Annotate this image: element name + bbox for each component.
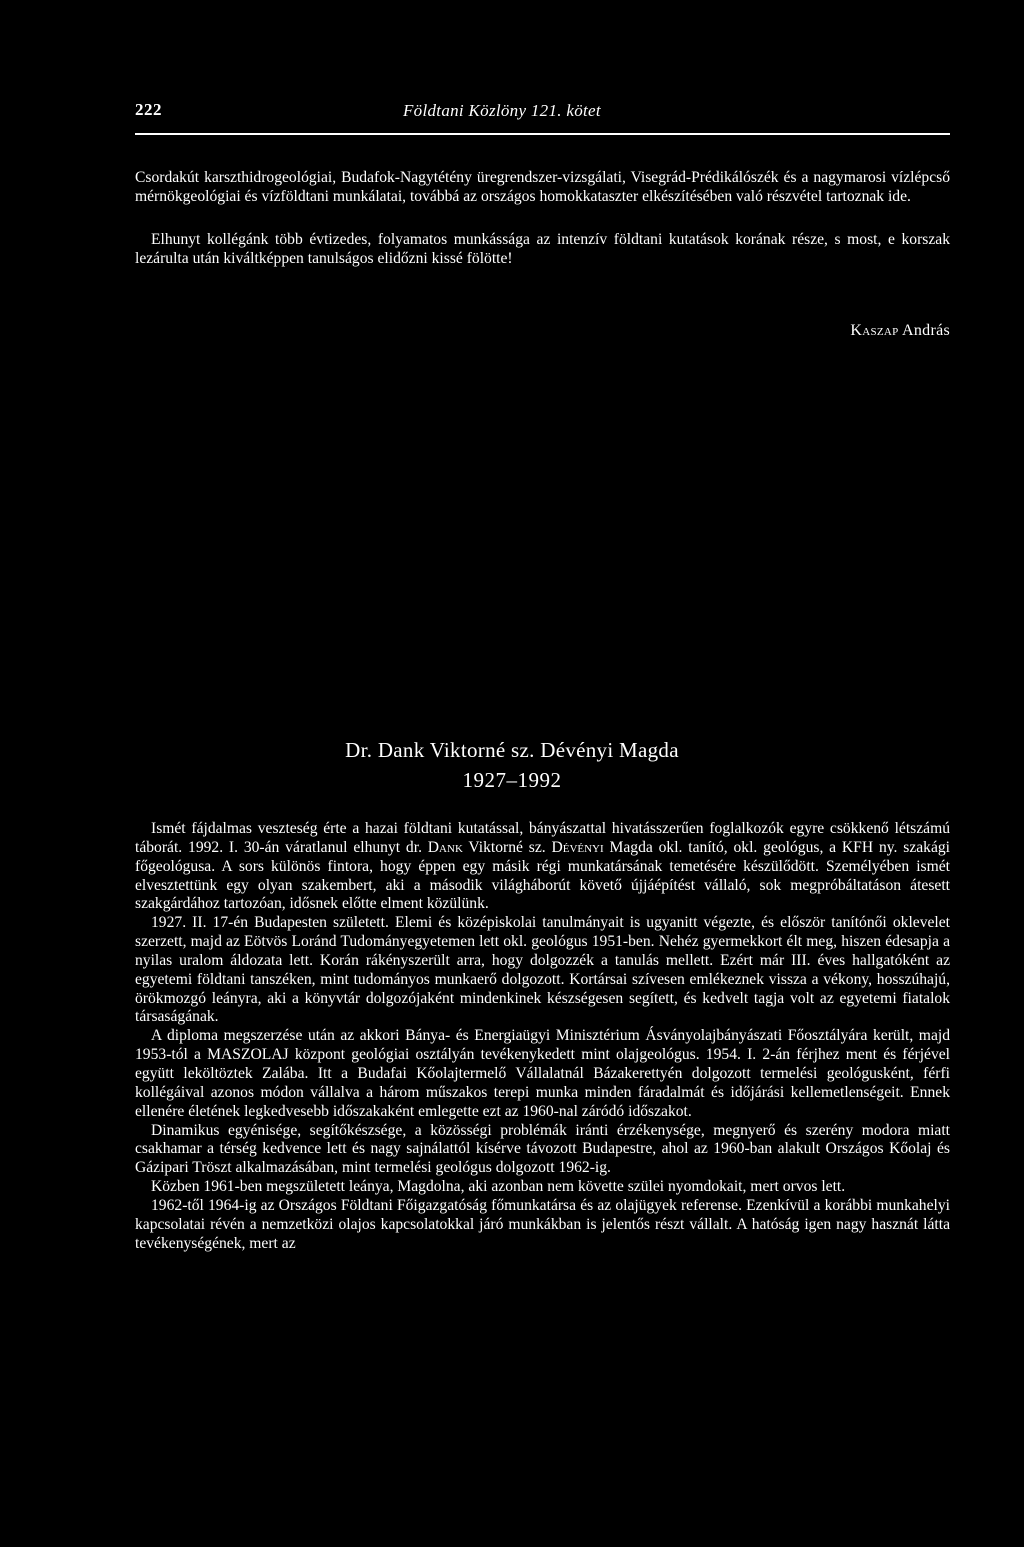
- page-header: [135, 100, 950, 124]
- author-given-name: András: [901, 322, 950, 339]
- header-rule: [135, 133, 950, 135]
- page-number: 222: [135, 100, 162, 119]
- obituary-paragraph-5: Közben 1961-ben megszületett leánya, Magdolna, aki azonban nem követte szülei nyomdokait, mert orvos lett.: [151, 1178, 846, 1196]
- p1-text-a: Ismét fájdalmas veszteség érte a hazai földtani kutatással, bányászattal hivatásszerűen foglalkozók egyre csökkenő létszámú táborát. 1992. I. 30-án váratlanul elhunyt dr.: [135, 820, 950, 856]
- p1-name-dank: Dank: [427, 838, 463, 856]
- obituary-body: [135, 820, 950, 1253]
- obituary-paragraph-4: Dinamikus egyénisége, segítőkészsége, a közösségi problémák iránti érzékenysége, megnyerő és szerény modora miatt csakhamar a térség kedvence lett és nagy sajnálattól kísérve távozott Budapestre, ahol az 1960-ban alakult Országos Kőolaj és Gázipari Tröszt alkalmazásában, mint termelési geológus dolgozott 1962-ig.: [135, 1121, 950, 1177]
- intro-paragraph-1: Csordakút karszthidrogeológiai, Budafok-Nagytétény üregrendszer-vizsgálati, Visegrád-Prédikálószék és a nagymarosi vízlépcső mérnökgeológiai és vízföldtani munkálatai, továbbá az országos homokkataszter elkészítésében való részvétel tartoznak ide.: [135, 169, 950, 206]
- p1-text-b: Viktorné sz.: [462, 838, 552, 856]
- intro-paragraph-2: Elhunyt kollégánk több évtizedes, folyamatos munkássága az intenzív földtani kutatások korának része, s most, e korszak lezárulta után kiváltképpen tanulságos elidőzni kissé fölötte!: [135, 231, 950, 268]
- journal-title: Földtani Közlöny 121. kötet: [403, 101, 601, 120]
- obituary-paragraph-6: 1962-től 1964-ig az Országos Földtani Főigazgatóság főmunkatársa és az olajügyek referense. Ezenkívül a korábbi munkahelyi kapcsolatai révén a nemzetközi olajos kapcsolatokkal járó munkákban is jelentős részt vállalt. A hatóság igen nagy hasznát látta tevékenységének, mert az: [135, 1196, 950, 1252]
- p1-name-devenyi: Dévényi: [551, 838, 604, 856]
- obituary-paragraph-3: A diploma megszerzése után az akkori Bánya- és Energiaügyi Minisztérium Ásványolajbányászati Főosztályára került, majd 1953-tól a MASZOLAJ központ geológiai osztályán tevékenykedett mint olajgeológus. 1954. I. 2-án férjhez ment és férjével együtt leköltöztek Zalába. Itt a Budafai Kőolajtermelő Vállalatnál Bázakerettyén dolgozott termelési geológusként, férfi kollégáival azonos módon vállalva a három műszakos terepi munka minden fáradalmát és időjárási kellemetlenségeit. Ennek ellenére életének legkedvesebb időszakaként emlegette ezt az 1960-nal záródó időszakot.: [135, 1027, 950, 1120]
- p1-text-c: Magda okl. tanító, okl. geológus, a KFH ny. szakági főgeológusa. A sors különös fintora, hogy éppen egy másik régi munkatársának temetésére készülődött. Személyében ismét elvesztettünk egy olyan szakembert, aki a második világháborút követő újjáépítést vállaló, sok megpróbáltatáson átesett szakgárdához tartozóan, idősnek előtte elment közülünk.: [135, 838, 951, 913]
- portrait-photo-placeholder: [135, 360, 950, 720]
- obituary-paragraph-1: [135, 820, 950, 914]
- obituary-paragraph-2: 1927. II. 17-én Budapesten született. Elemi és középiskolai tanulmányait is ugyanitt végezte, és először tanítónői oklevelet szerzett, majd az Eötvös Loránd Tudományegyetemen lett okl. geológus 1951-ben. Nehéz gyermekkort élt meg, hiszen édesapja a nyilas uralom áldozata lett. Korán rákényszerült arra, hogy dolgozzék a tanulás mellett. Ezért már III. éves hallgatóként az egyetemi földtani tanszéken, mint tudományos munkaerő dolgozott. Kortársai szívesen emlékeznek vissza a vékony, hosszúhajú, örökmozgó leányra, aki a könyvtár dolgozójaként mindenkinek készségesen segített, és kedvelt tagja volt az egyetemi fiatalok társaságának.: [135, 914, 950, 1026]
- author-surname: Kaszap: [850, 322, 899, 339]
- obituary-title: Dr. Dank Viktorné sz. Dévényi Magda: [345, 738, 679, 762]
- author-signature: [850, 322, 950, 340]
- obituary-years: 1927–1992: [462, 768, 562, 792]
